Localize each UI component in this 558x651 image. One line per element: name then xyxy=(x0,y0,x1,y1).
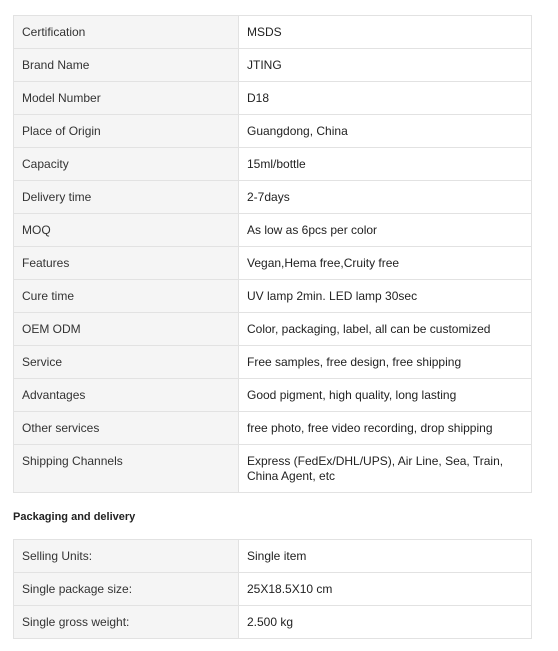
table-row xyxy=(14,313,532,346)
packaging-attribute-value: Single item xyxy=(239,540,532,573)
attribute-name: Certification xyxy=(14,16,239,49)
attribute-name: Service xyxy=(14,346,239,379)
attribute-value: MSDS xyxy=(239,16,532,49)
attribute-name: Other services xyxy=(14,412,239,445)
table-row xyxy=(14,573,532,606)
table-row xyxy=(14,379,532,412)
attribute-name: Place of Origin xyxy=(14,115,239,148)
table-row xyxy=(14,49,532,82)
attribute-name: Advantages xyxy=(14,379,239,412)
table-row xyxy=(14,606,532,639)
attribute-name: Model Number xyxy=(14,82,239,115)
table-row xyxy=(14,346,532,379)
packaging-attribute-name: Selling Units: xyxy=(14,540,239,573)
table-row xyxy=(14,445,532,493)
attribute-value: JTING xyxy=(239,49,532,82)
attribute-value: Vegan,Hema free,Cruity free xyxy=(239,247,532,280)
packaging-section-title: Packaging and delivery xyxy=(13,511,136,523)
table-row xyxy=(14,82,532,115)
table-row xyxy=(14,181,532,214)
attribute-name: Features xyxy=(14,247,239,280)
table-row xyxy=(14,115,532,148)
attribute-value: free photo, free video recording, drop shipping xyxy=(239,412,532,445)
attribute-value: Guangdong, China xyxy=(239,115,532,148)
packaging-attribute-value: 25X18.5X10 cm xyxy=(239,573,532,606)
attribute-name: Delivery time xyxy=(14,181,239,214)
packaging-attribute-name: Single gross weight: xyxy=(14,606,239,639)
attribute-name: MOQ xyxy=(14,214,239,247)
attribute-value: Express (FedEx/DHL/UPS), Air Line, Sea, Train, China Agent, etc xyxy=(239,445,532,493)
table-row xyxy=(14,280,532,313)
attribute-value: Color, packaging, label, all can be customized xyxy=(239,313,532,346)
table-row xyxy=(14,148,532,181)
table-row xyxy=(14,247,532,280)
packaging-attribute-name: Single package size: xyxy=(14,573,239,606)
attribute-value: As low as 6pcs per color xyxy=(239,214,532,247)
attribute-value: D18 xyxy=(239,82,532,115)
table-row xyxy=(14,214,532,247)
attribute-name: Brand Name xyxy=(14,49,239,82)
attribute-value: Free samples, free design, free shipping xyxy=(239,346,532,379)
attribute-value: 2-7days xyxy=(239,181,532,214)
attribute-value: Good pigment, high quality, long lasting xyxy=(239,379,532,412)
packaging-table xyxy=(13,539,532,639)
attribute-name: Shipping Channels xyxy=(14,445,239,493)
attribute-name: Cure time xyxy=(14,280,239,313)
table-row xyxy=(14,412,532,445)
table-row xyxy=(14,540,532,573)
attribute-name: OEM ODM xyxy=(14,313,239,346)
attribute-name: Capacity xyxy=(14,148,239,181)
packaging-attribute-value: 2.500 kg xyxy=(239,606,532,639)
attribute-value: UV lamp 2min. LED lamp 30sec xyxy=(239,280,532,313)
product-attributes-table xyxy=(13,15,532,493)
attribute-value: 15ml/bottle xyxy=(239,148,532,181)
table-row xyxy=(14,16,532,49)
